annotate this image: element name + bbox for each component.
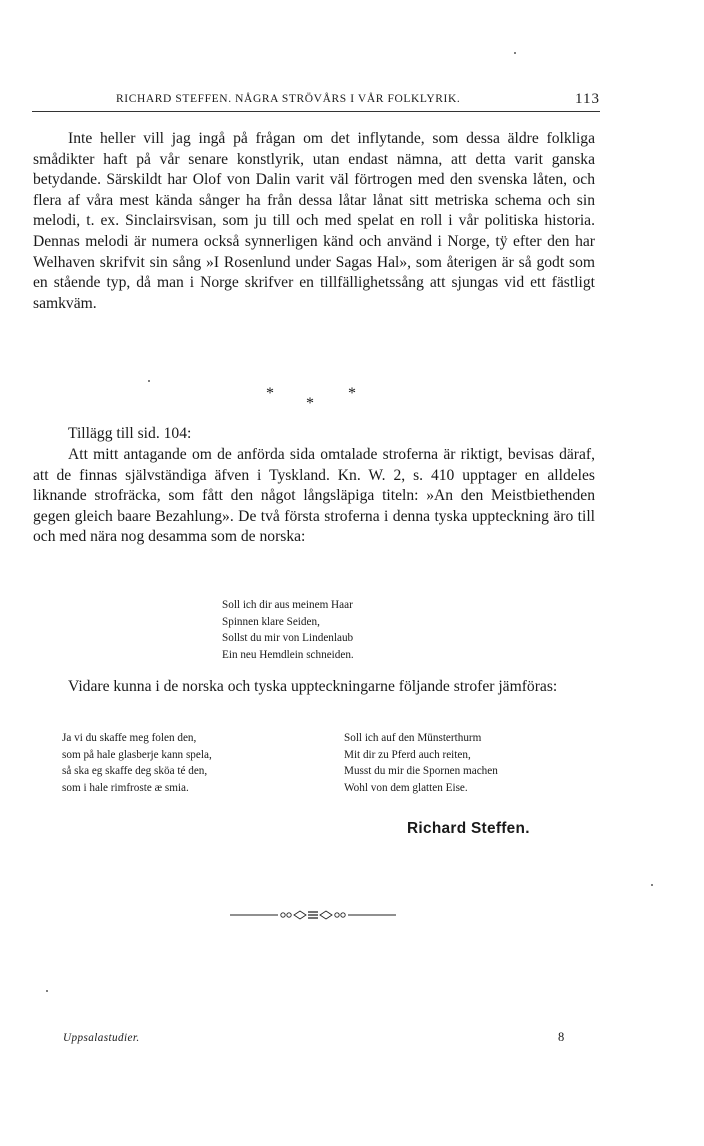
paragraph-3-text: Vidare kunna i de norska och tyska uppteckningarne följande strofer jämföras: [68, 678, 558, 695]
paragraph-1 [33, 129, 595, 314]
paper-speck [514, 52, 516, 54]
asterism-separator [250, 385, 370, 415]
paragraph-2-text: Att mitt antagande om de anförda sida omtalade stroferna är riktigt, bevisas däraf, att de finnas självständiga äfven i Tyskland. Kn. W. 2, s. 410 upptager en alldeles liknande strofräcka, som fått den något långsläpiga titeln: »An den Meistbiethenden gegen gleich baare Bezahlung». De två första stroferna i denna tyska uppteckning äro till och med nära nog desamma som de norska: [33, 446, 595, 546]
paragraph-1-text: Inte heller vill jag ingå på frågan om det inflytande, som dessa äldre folkliga smådikter haft på vår senare konstlyrik, utan endast nämna, att detta varit ganska betydande. Särskildt har Olof von Dalin varit väl förtrogen med den svenska låten, och flera af våra mest kända sånger ha från dessa låtar lånat sitt metriska schema och sin melodi, t. ex. Sinclairsvisan, som ju till och med spelat en roll i vår politiska historia. Dennas melodi är numera också synnerligen känd och använd i Norge, tÿ efter den har Welhaven skrifvit sin sång »I Rosenlund under Sagas Hal», som återigen är så godt som en stående typ, då man i Norge skrifver en tillfällighetssång att sjungas vid ett fästligt samkväm. [33, 130, 595, 312]
page-number: 113 [575, 91, 600, 107]
verse-line: som i hale rimfroste æ smia. [62, 781, 189, 794]
ornament-divider [228, 908, 398, 922]
verse-line: Sollst du mir von Lindenlaub [222, 632, 354, 644]
verse-line: Wohl von dem glatten Eise. [344, 781, 468, 794]
paper-speck [651, 884, 653, 886]
verse-line: Mit dir zu Pferd auch reiten, [344, 748, 471, 761]
verse-line: Musst du mir die Spornen machen [344, 765, 498, 777]
verse-norwegian [62, 730, 212, 796]
verse-line: Spinnen klare Seiden, [222, 615, 320, 628]
running-title: RICHARD STEFFEN. NÅGRA STRÖVÅRS I VÅR FOLKLYRIK. [116, 93, 461, 105]
verse-line: Ja vi du skaffe meg folen den, [62, 732, 197, 744]
verse-german-1 [222, 597, 354, 663]
verse-line: Soll ich auf den Münsterthurm [344, 732, 482, 744]
paper-speck [148, 380, 150, 382]
separator-star-left: * [266, 385, 274, 402]
paper-speck [46, 990, 48, 992]
paragraph-3 [33, 677, 595, 698]
verse-line: som på hale glasberje kann spela, [62, 748, 212, 761]
author-signature: Richard Steffen. [407, 820, 530, 837]
verse-line: Soll ich dir aus meinem Haar [222, 599, 353, 611]
verse-line: så ska eg skaffe deg sköa té den, [62, 765, 208, 777]
header-rule [32, 111, 600, 112]
verse-german-2 [344, 730, 498, 796]
verse-line: Ein neu Hemdlein schneiden. [222, 648, 354, 661]
addendum-heading: Tillägg till sid. 104: [68, 425, 192, 442]
paragraph-2 [33, 445, 595, 548]
footer-series-title: Uppsalastudier. [63, 1032, 140, 1044]
footer-sheet-number: 8 [558, 1030, 565, 1044]
separator-star-right: * [348, 385, 356, 402]
separator-star-middle: * [306, 395, 314, 412]
